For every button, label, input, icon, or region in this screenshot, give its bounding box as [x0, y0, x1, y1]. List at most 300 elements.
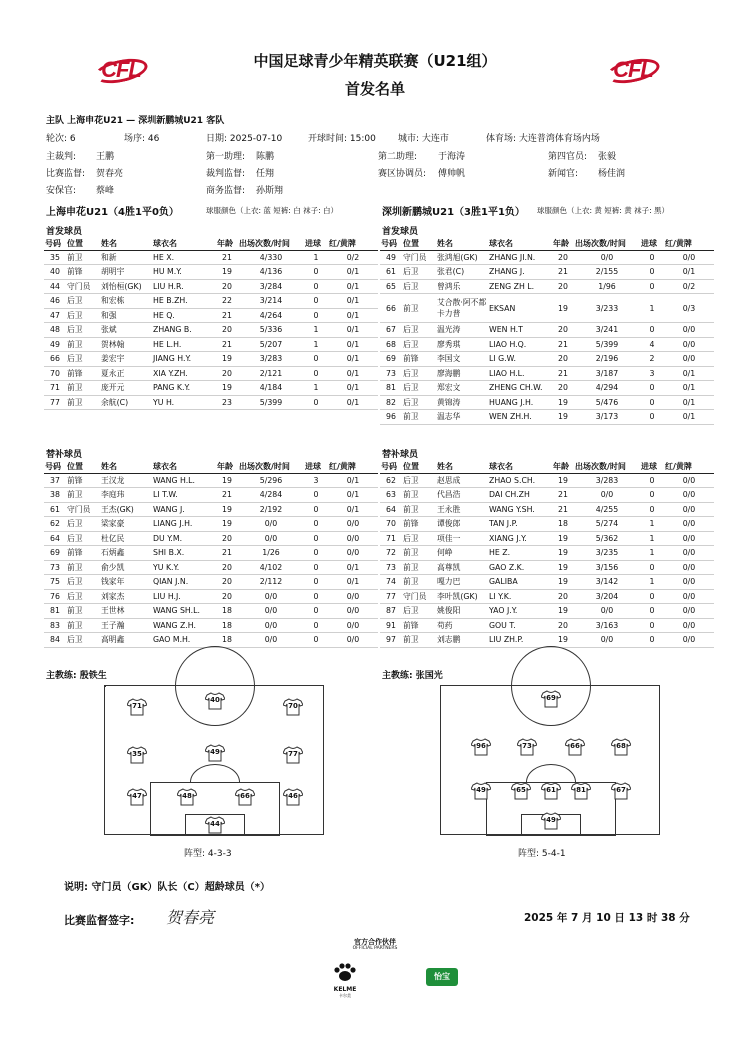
away-team-title: 深圳新鹏城U21（3胜1平1负）	[382, 207, 525, 218]
table-cell: 0	[304, 633, 328, 648]
table-cell: 王世林	[100, 604, 152, 619]
home-kit-colors: 球服颜色（上衣: 蓝 短裤: 白 袜子: 白）	[206, 206, 338, 215]
table-cell: 20	[552, 589, 574, 604]
table-cell: 0/0	[574, 488, 640, 503]
table-cell: WANG H.L.	[152, 473, 216, 488]
table-cell: 19	[552, 546, 574, 561]
column-header: 红/黄牌	[664, 461, 714, 473]
table-cell: 黄锦涛	[436, 395, 488, 410]
player-jersey	[127, 698, 147, 716]
official-label: 第四官员:	[548, 152, 588, 162]
jersey-number: 61	[546, 786, 556, 794]
table-cell: 前锋	[66, 265, 100, 280]
table-cell: LIU H.J.	[152, 589, 216, 604]
table-cell: 后卫	[402, 395, 436, 410]
table-cell: 23	[216, 395, 238, 410]
official-label: 主裁判:	[46, 152, 77, 162]
table-cell: ZENG ZH L.	[488, 279, 552, 294]
table-cell: 曾鸿乐	[436, 279, 488, 294]
table-row	[380, 294, 714, 323]
table-cell: 0/0	[238, 604, 304, 619]
table-row	[380, 279, 714, 294]
table-cell: 71	[44, 381, 66, 396]
table-cell: 苟药	[436, 618, 488, 633]
table-row	[44, 323, 378, 338]
away-kit-colors: 球服颜色（上衣: 黄 短裤: 黄 袜子: 黑）	[537, 206, 669, 215]
table-row	[380, 604, 714, 619]
table-cell: 0/1	[328, 488, 378, 503]
player-jersey	[511, 782, 531, 800]
table-cell: 20	[216, 323, 238, 338]
jersey-number: 66	[240, 792, 250, 800]
table-cell: EKSAN	[488, 294, 552, 323]
table-cell: 21	[216, 337, 238, 352]
table-cell: 0	[304, 488, 328, 503]
home-formation-pitch	[104, 685, 324, 835]
table-cell: 0/0	[574, 250, 640, 265]
table-cell: 4/102	[238, 560, 304, 575]
kickoff-time: 开球时间: 15:00	[308, 134, 376, 144]
official-label: 商务监督:	[206, 186, 246, 196]
table-cell: 0	[304, 395, 328, 410]
table-cell: 21	[552, 502, 574, 517]
table-cell: 66	[380, 294, 402, 323]
official-label: 裁判监督:	[206, 169, 246, 179]
table-cell: LIU H.R.	[152, 279, 216, 294]
table-cell: 64	[44, 531, 66, 546]
table-cell: 0/0	[328, 517, 378, 532]
table-cell: 20	[216, 531, 238, 546]
table-cell: 前卫	[402, 546, 436, 561]
table-cell: LI Y.K.	[488, 589, 552, 604]
table-cell: 97	[380, 633, 402, 648]
table-cell: 后卫	[402, 337, 436, 352]
table-cell: 20	[216, 560, 238, 575]
table-cell: 61	[44, 502, 66, 517]
table-cell: PANG K.Y.	[152, 381, 216, 396]
jersey-number: 69	[546, 694, 556, 702]
table-cell: 70	[44, 366, 66, 381]
table-cell: 0	[640, 473, 664, 488]
table-cell: 嘎力巴	[436, 575, 488, 590]
official-name: 傅帅帆	[438, 169, 466, 179]
table-cell: 84	[44, 633, 66, 648]
table-cell: 高明鑫	[100, 633, 152, 648]
jersey-number: 40	[210, 696, 220, 704]
column-header: 红/黄牌	[328, 238, 378, 250]
table-cell: 18	[216, 633, 238, 648]
official-name: 王鹏	[96, 152, 115, 162]
table-cell: 杜亿民	[100, 531, 152, 546]
table-row	[44, 294, 378, 309]
table-cell: 20	[552, 279, 574, 294]
table-cell: 21	[216, 488, 238, 503]
table-row	[380, 323, 714, 338]
stadium: 体育场: 大连普湾体育场内场	[486, 134, 600, 144]
table-cell: 21	[552, 366, 574, 381]
table-row	[44, 546, 378, 561]
table-cell: 刘怡桓(GK)	[100, 279, 152, 294]
table-cell: 李叶凯(GK)	[436, 589, 488, 604]
table-cell: 76	[44, 589, 66, 604]
official-name: 孙斯翔	[256, 186, 284, 196]
table-cell: 0/0	[664, 589, 714, 604]
table-cell: 0	[640, 604, 664, 619]
table-cell: 前锋	[402, 352, 436, 367]
table-cell: 0/0	[328, 633, 378, 648]
column-header: 姓名	[100, 238, 152, 250]
table-row	[44, 308, 378, 323]
table-cell: 0	[640, 250, 664, 265]
table-cell: 0/1	[328, 308, 378, 323]
away-subs-table	[380, 461, 714, 648]
table-cell: 前锋	[402, 618, 436, 633]
table-cell: 4/255	[574, 502, 640, 517]
table-cell: 王汉龙	[100, 473, 152, 488]
table-cell: GOU T.	[488, 618, 552, 633]
away-starters-label: 首发球员	[382, 227, 419, 237]
table-cell: 刘家杰	[100, 589, 152, 604]
column-header: 位置	[66, 461, 100, 473]
table-cell: 0/1	[328, 381, 378, 396]
jersey-number: 46	[288, 792, 298, 800]
table-cell: 3/233	[574, 294, 640, 323]
table-cell: YU H.	[152, 395, 216, 410]
table-cell: 0/1	[328, 366, 378, 381]
player-jersey	[235, 788, 255, 806]
table-cell: 前锋	[66, 546, 100, 561]
table-cell: 廖海鹏	[436, 366, 488, 381]
table-cell: 前卫	[66, 381, 100, 396]
table-cell: 0/0	[664, 575, 714, 590]
table-cell: 21	[216, 250, 238, 265]
table-row	[44, 366, 378, 381]
table-cell: DAI CH.ZH	[488, 488, 552, 503]
table-cell: 19	[552, 410, 574, 425]
table-cell: 0/1	[328, 323, 378, 338]
table-cell: GALIBA	[488, 575, 552, 590]
table-cell: 5/207	[238, 337, 304, 352]
table-cell: 46	[44, 294, 66, 309]
column-header: 进球	[640, 238, 664, 250]
table-cell: GAO Z.K.	[488, 560, 552, 575]
table-cell: 0	[640, 589, 664, 604]
away-coach: 主教练: 张国光	[382, 671, 443, 681]
column-header: 位置	[402, 461, 436, 473]
official-name: 任翔	[256, 169, 275, 179]
table-cell: 3/187	[574, 366, 640, 381]
player-jersey	[177, 788, 197, 806]
table-cell: HE L.H.	[152, 337, 216, 352]
table-cell: 1	[640, 546, 664, 561]
column-header: 位置	[66, 238, 100, 250]
table-cell: 19	[216, 352, 238, 367]
table-row	[380, 560, 714, 575]
column-header: 出场次数/时间	[238, 238, 304, 250]
table-cell: 0	[304, 517, 328, 532]
supervisor-signature: 贺春亮	[166, 908, 215, 927]
table-cell: ZHANG JI.N.	[488, 250, 552, 265]
table-cell: 1	[640, 294, 664, 323]
table-cell: 66	[44, 352, 66, 367]
table-cell: 0/0	[664, 618, 714, 633]
table-cell: 守门员	[402, 250, 436, 265]
table-cell: 前卫	[402, 575, 436, 590]
table-cell: 王永胜	[436, 502, 488, 517]
table-cell: 20	[552, 250, 574, 265]
table-cell: 0/1	[328, 575, 378, 590]
table-cell: 0/0	[238, 531, 304, 546]
jersey-number: 35	[132, 750, 142, 758]
table-cell: 19	[552, 604, 574, 619]
table-cell: 21	[216, 546, 238, 561]
cbest-logo: 怡宝	[426, 968, 458, 986]
table-cell: 和宏栋	[100, 294, 152, 309]
teams-line: 主队 上海申花U21 — 深圳新鹏城U21 客队	[46, 116, 225, 126]
table-cell: 62	[44, 517, 66, 532]
table-cell: 19	[552, 473, 574, 488]
table-cell: 0	[304, 308, 328, 323]
table-row	[44, 381, 378, 396]
table-cell: 3/284	[238, 279, 304, 294]
table-cell: 0/0	[664, 517, 714, 532]
table-row	[44, 265, 378, 280]
table-cell: 5/336	[238, 323, 304, 338]
jersey-number: 65	[516, 786, 526, 794]
table-cell: 前卫	[66, 250, 100, 265]
column-header: 号码	[44, 461, 66, 473]
table-cell: LIANG J.H.	[152, 517, 216, 532]
table-cell: 4	[640, 337, 664, 352]
player-jersey	[565, 738, 585, 756]
table-cell: 0	[304, 618, 328, 633]
table-cell: 1	[640, 517, 664, 532]
table-cell: 前卫	[402, 410, 436, 425]
table-cell: 3/235	[574, 546, 640, 561]
table-cell: 20	[552, 352, 574, 367]
table-cell: 2	[640, 352, 664, 367]
partners-title: 官方合作伙伴	[354, 938, 396, 946]
table-cell: 19	[216, 473, 238, 488]
table-cell: 1	[640, 531, 664, 546]
table-cell: 和强	[100, 308, 152, 323]
table-cell: 73	[380, 560, 402, 575]
table-cell: ZHANG B.	[152, 323, 216, 338]
table-cell: 何峥	[436, 546, 488, 561]
table-cell: 后卫	[66, 352, 100, 367]
table-cell: 0/1	[328, 337, 378, 352]
table-cell: SHI B.X.	[152, 546, 216, 561]
supervisor-signature-label: 比赛监督签字:	[64, 914, 135, 927]
table-row	[380, 531, 714, 546]
column-header: 年龄	[552, 238, 574, 250]
table-cell: 20	[216, 575, 238, 590]
cfl-logo-right: CFL	[604, 56, 662, 84]
table-cell: 0/1	[664, 366, 714, 381]
table-cell: 刘志鹏	[436, 633, 488, 648]
jersey-number: 49	[210, 748, 220, 756]
table-cell: ZHANG J.	[488, 265, 552, 280]
table-cell: 前锋	[402, 517, 436, 532]
column-header: 出场次数/时间	[238, 461, 304, 473]
table-row	[380, 410, 714, 425]
table-cell: XIANG J.Y.	[488, 531, 552, 546]
table-cell: 前卫	[66, 488, 100, 503]
table-cell: QIAN J.N.	[152, 575, 216, 590]
table-cell: 0	[304, 589, 328, 604]
table-cell: 82	[380, 395, 402, 410]
table-cell: 2/192	[238, 502, 304, 517]
table-cell: 3/283	[574, 473, 640, 488]
table-cell: 前卫	[66, 337, 100, 352]
table-cell: 18	[216, 604, 238, 619]
away-starters-table	[380, 238, 714, 425]
table-cell: 姜宏宇	[100, 352, 152, 367]
table-cell: 62	[380, 473, 402, 488]
table-cell: YAO J.Y.	[488, 604, 552, 619]
table-cell: 1/96	[574, 279, 640, 294]
table-cell: 73	[44, 560, 66, 575]
table-cell: 3/163	[574, 618, 640, 633]
column-header: 号码	[380, 238, 402, 250]
table-cell: 4/184	[238, 381, 304, 396]
table-row	[380, 395, 714, 410]
player-jersey	[517, 738, 537, 756]
table-cell: 0/0	[664, 531, 714, 546]
table-cell: 91	[380, 618, 402, 633]
table-cell: 0	[640, 381, 664, 396]
table-cell: 3	[304, 473, 328, 488]
table-cell: 1	[304, 381, 328, 396]
table-cell: 0	[640, 502, 664, 517]
table-cell: 0/0	[664, 473, 714, 488]
table-cell: 0/0	[664, 250, 714, 265]
table-cell: 87	[380, 604, 402, 619]
player-jersey	[571, 782, 591, 800]
table-cell: 38	[44, 488, 66, 503]
home-formation: 阵型: 4-3-3	[184, 849, 232, 859]
player-jersey	[541, 812, 561, 830]
official-label: 赛区协调员:	[378, 169, 427, 179]
table-cell: 0/3	[664, 294, 714, 323]
official-name: 张毅	[598, 152, 617, 162]
column-header: 出场次数/时间	[574, 461, 640, 473]
table-cell: 0/0	[328, 589, 378, 604]
table-cell: 20	[216, 589, 238, 604]
table-cell: 49	[44, 337, 66, 352]
table-cell: 0	[640, 323, 664, 338]
table-cell: 张君(C)	[436, 265, 488, 280]
table-cell: 3/214	[238, 294, 304, 309]
official-label: 第二助理:	[378, 152, 418, 162]
table-cell: 0/1	[328, 560, 378, 575]
table-cell: 王子瀚	[100, 618, 152, 633]
column-header: 球衣名	[152, 238, 216, 250]
table-cell: 19	[216, 381, 238, 396]
table-row	[380, 575, 714, 590]
table-row	[380, 517, 714, 532]
column-header: 姓名	[436, 461, 488, 473]
jersey-number: 66	[570, 742, 580, 750]
table-cell: 0	[304, 366, 328, 381]
jersey-number: 81	[576, 786, 586, 794]
table-cell: 20	[552, 618, 574, 633]
signature-datetime: 2025 年 7 月 10 日 13 时 38 分	[524, 912, 690, 924]
table-cell: 5/476	[574, 395, 640, 410]
page-title: 中国足球青少年精英联赛（U21组）	[253, 52, 497, 70]
official-name: 蔡峰	[96, 186, 115, 196]
table-cell: 后卫	[402, 265, 436, 280]
table-cell: 前卫	[66, 560, 100, 575]
column-header: 球衣名	[152, 461, 216, 473]
table-row	[44, 488, 378, 503]
table-cell: 19	[216, 502, 238, 517]
table-cell: DU Y.M.	[152, 531, 216, 546]
table-cell: 21	[216, 308, 238, 323]
table-cell: 后卫	[66, 575, 100, 590]
table-cell: 0/0	[328, 604, 378, 619]
table-cell: 守门员	[66, 502, 100, 517]
table-row	[380, 618, 714, 633]
player-jersey	[541, 782, 561, 800]
column-header: 年龄	[216, 238, 238, 250]
table-cell: 1	[640, 575, 664, 590]
table-cell: 0/0	[328, 546, 378, 561]
table-cell: 0/0	[238, 618, 304, 633]
player-jersey	[205, 744, 225, 762]
table-cell: 0/1	[328, 279, 378, 294]
table-cell: 0/1	[328, 473, 378, 488]
table-cell: 0/1	[664, 265, 714, 280]
table-cell: 后卫	[402, 381, 436, 396]
table-cell: 0	[304, 575, 328, 590]
column-header: 进球	[304, 238, 328, 250]
table-cell: 3	[640, 366, 664, 381]
table-cell: 前锋	[66, 366, 100, 381]
table-cell: 3/173	[574, 410, 640, 425]
table-cell: 2/112	[238, 575, 304, 590]
player-jersey	[611, 738, 631, 756]
table-cell: 48	[44, 323, 66, 338]
table-cell: 前卫	[66, 604, 100, 619]
player-jersey	[283, 698, 303, 716]
table-cell: 温光涛	[436, 323, 488, 338]
column-header: 姓名	[436, 238, 488, 250]
table-cell: 5/274	[574, 517, 640, 532]
table-cell: 后卫	[402, 323, 436, 338]
table-cell: 19	[216, 517, 238, 532]
table-cell: 96	[380, 410, 402, 425]
table-cell: 19	[552, 294, 574, 323]
table-cell: 0	[304, 560, 328, 575]
table-cell: WANG Y.SH.	[488, 502, 552, 517]
table-cell: 75	[44, 575, 66, 590]
table-cell: 0/0	[574, 633, 640, 648]
center-arc	[175, 646, 255, 726]
table-cell: 钱家年	[100, 575, 152, 590]
table-cell: 4/294	[574, 381, 640, 396]
table-cell: 19	[552, 575, 574, 590]
table-cell: 49	[380, 250, 402, 265]
table-cell: 前卫	[402, 633, 436, 648]
table-cell: 张斌	[100, 323, 152, 338]
table-cell: 后卫	[402, 366, 436, 381]
table-cell: 0/1	[328, 265, 378, 280]
table-cell: 64	[380, 502, 402, 517]
table-row	[380, 589, 714, 604]
table-cell: 0	[640, 410, 664, 425]
table-cell: 81	[44, 604, 66, 619]
